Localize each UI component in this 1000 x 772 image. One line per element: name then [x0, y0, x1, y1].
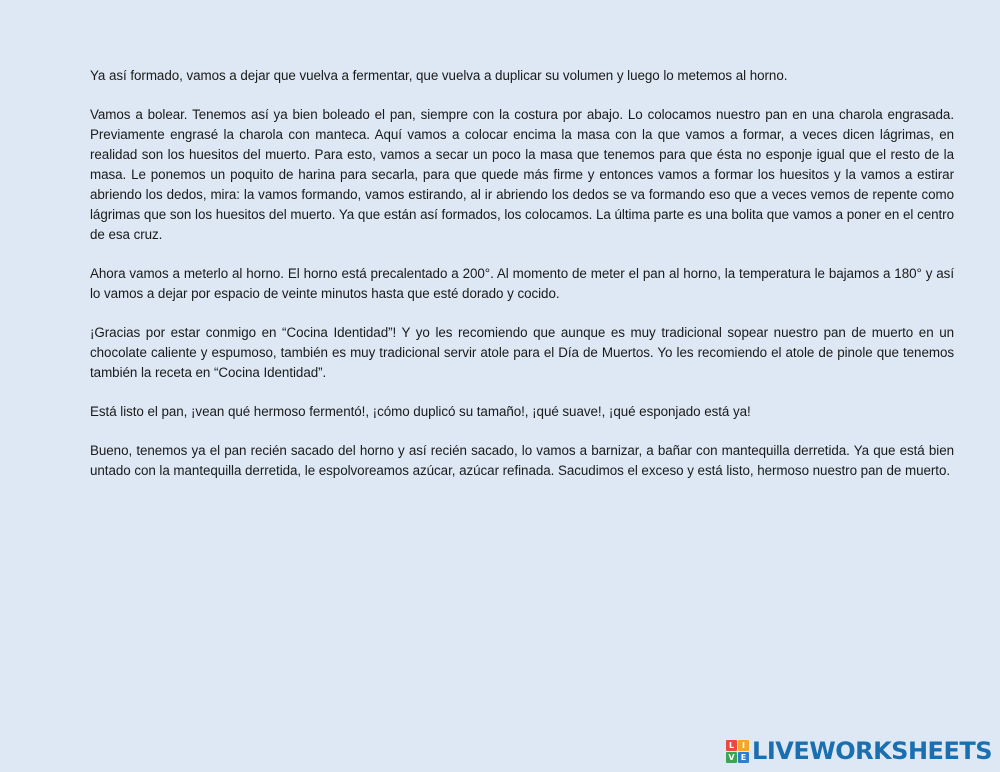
- paragraph: ¡Gracias por estar conmigo en “Cocina Identidad”! Y yo les recomiendo que aunque es muy tradicional sopear nuestro pan de muerto en un chocolate caliente y espumoso, también es muy tradicional servir atole para el Día de Muertos. Yo les recomiendo el atole de pinole que tenemos también la receta en “Cocina Identidad”.: [90, 325, 954, 380]
- logo-wordmark: LIVEWORKSHEETS: [752, 737, 992, 765]
- logo-badge-letter: L: [726, 740, 737, 751]
- logo-badge-letter: V: [726, 752, 737, 763]
- paragraph: Está listo el pan, ¡vean qué hermoso fermentó!, ¡cómo duplicó su tamaño!, ¡qué suave!, ¡qué esponjado está ya!: [90, 404, 751, 419]
- paragraph: Vamos a bolear. Tenemos así ya bien boleado el pan, siempre con la costura por abajo. Lo colocamos nuestro pan en una charola engrasada. Previamente engrasé la charola con manteca. Aquí vamos a colocar encima la masa con la que vamos a formar, a veces dicen lágrimas, en realidad son los huesitos del muerto. Para esto, vamos a secar un poco la masa que tenemos para que ésta no esponje igual que el resto de la masa. Le ponemos un poquito de harina para secarla, para que quede más firme y entonces vamos a formar los huesitos y la vamos a estirar abriendo los dedos, mira: la vamos formando, vamos estirando, al ir abriendo los dedos se va formando eso que a veces vemos de repente como lágrimas que son los huesitos del muerto. Ya que están así formados, los colocamos. La última parte es una bolita que vamos a poner en el centro de esa cruz.: [90, 107, 954, 242]
- paragraph: Bueno, tenemos ya el pan recién sacado del horno y así recién sacado, lo vamos a barnizar, a bañar con mantequilla derretida. Ya que está bien untado con la mantequilla derretida, le espolvoreamos azúcar, azúcar refinada. Sacudimos el exceso y está listo, hermoso nuestro pan de muerto.: [90, 443, 954, 478]
- liveworksheets-logo-icon: [726, 740, 749, 763]
- liveworksheets-logo: [726, 736, 992, 766]
- document-body: [90, 66, 954, 500]
- logo-badge-letter: I: [738, 740, 749, 751]
- logo-badge-letter: E: [738, 752, 749, 763]
- paragraph: Ya así formado, vamos a dejar que vuelva a fermentar, que vuelva a duplicar su volumen y luego lo metemos al horno.: [90, 68, 788, 83]
- paragraph: Ahora vamos a meterlo al horno. El horno está precalentado a 200°. Al momento de meter el pan al horno, la temperatura le bajamos a 180° y así lo vamos a dejar por espacio de veinte minutos hasta que esté dorado y cocido.: [90, 266, 954, 301]
